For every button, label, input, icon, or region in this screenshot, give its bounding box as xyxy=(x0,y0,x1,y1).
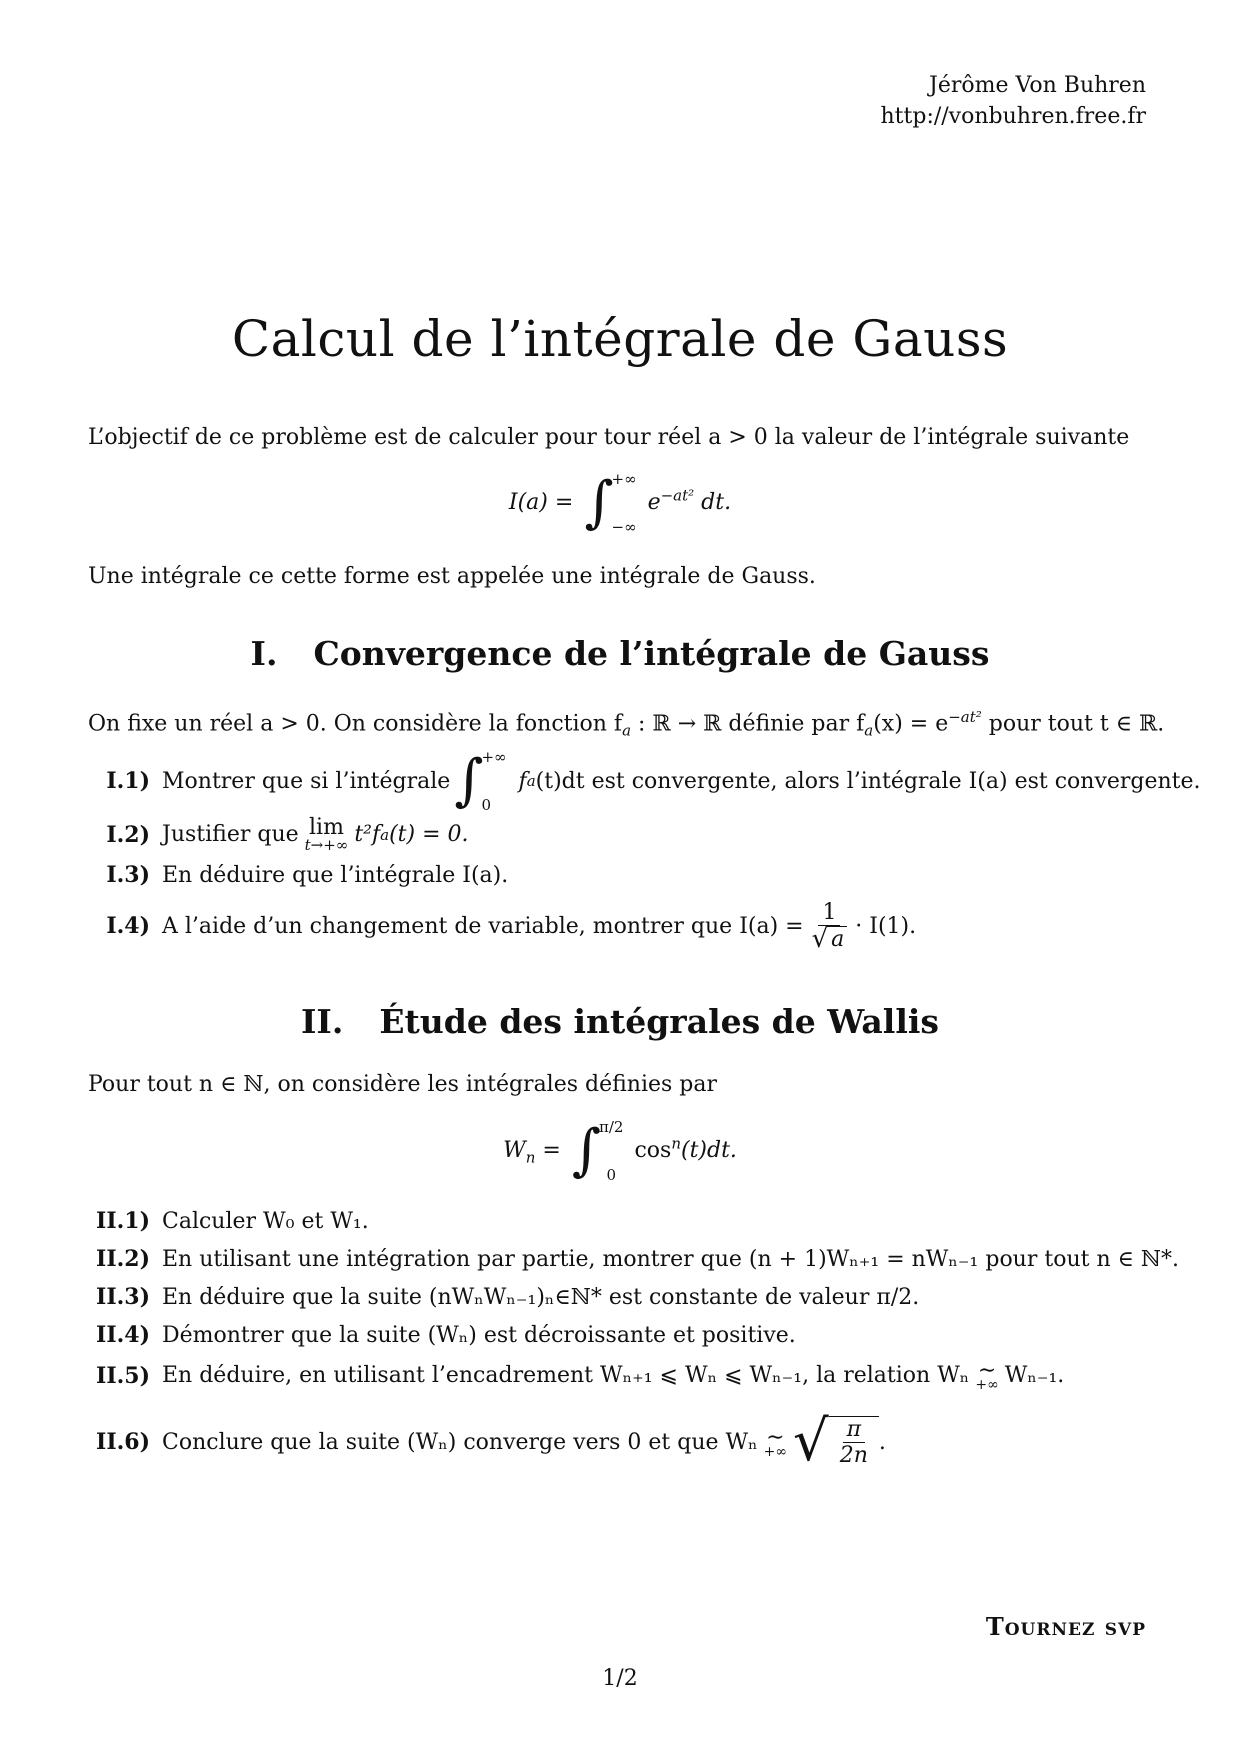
section-1-heading xyxy=(0,634,1240,673)
fraction-denominator: a xyxy=(828,926,847,952)
q-text: En utilisant une intégration par partie, montrer que (n + 1)Wₙ₊₁ = nWₙ₋₁ pour tout n ∈ ℕ*. xyxy=(162,1246,1179,1272)
question-label: II.4) xyxy=(96,1322,150,1348)
question-label: I.1) xyxy=(106,768,150,794)
lim-word: lim xyxy=(309,815,344,840)
gauss-integral-formula xyxy=(0,470,1240,536)
lim-below: t→+∞ xyxy=(304,836,349,854)
formula-lhs: W xyxy=(503,1138,526,1163)
q-text: Démontrer que la suite (Wₙ) est décroissante et positive. xyxy=(162,1322,796,1348)
formula-eq: = xyxy=(542,1138,561,1163)
fraction: 1 √ a xyxy=(808,900,852,952)
s1-intro-part-b: : ℝ → ℝ définie par f xyxy=(631,711,865,737)
integral-upper: +∞ xyxy=(611,470,637,488)
page-number: 1/2 xyxy=(602,1666,638,1691)
s1-intro-part-c: (x) = e xyxy=(873,711,949,737)
s1-intro-sub-2: a xyxy=(864,721,874,740)
s1-intro-sub: a xyxy=(622,721,632,740)
page-title: Calcul de l’intégrale de Gauss xyxy=(231,310,1009,368)
question-label: II.2) xyxy=(96,1246,150,1272)
q-text-end: (t)dt est convergente, alors l’intégrale I(a) est convergente. xyxy=(535,768,1201,794)
fraction xyxy=(836,1417,872,1468)
question-label: II.1) xyxy=(96,1208,150,1234)
q-text: Conclure que la suite (Wₙ) converge vers 0 et que Wₙ xyxy=(162,1429,758,1455)
limit-operator xyxy=(305,815,349,854)
q-expr: t²f xyxy=(354,822,381,847)
section-1-title: Convergence de l’intégrale de Gauss xyxy=(313,634,990,673)
q-text: En déduire, en utilisant l’encadrement Wₙ₊₁ ⩽ Wₙ ⩽ Wₙ₋₁, la relation Wₙ xyxy=(162,1363,970,1388)
formula-lhs: I(a) = xyxy=(508,490,574,515)
author-url: http://vonbuhren.free.fr xyxy=(880,104,1146,129)
turn-over-note: Tournez svp xyxy=(985,1612,1146,1641)
formula-tail: dt. xyxy=(701,490,732,515)
sim-below: +∞ xyxy=(763,1443,788,1460)
integral-upper: π/2 xyxy=(598,1118,624,1136)
question-label: II.3) xyxy=(96,1284,150,1310)
formula-tail: (t)dt. xyxy=(680,1138,737,1163)
q-text: Calculer W₀ et W₁. xyxy=(162,1208,369,1234)
formula-exponent: n xyxy=(671,1134,681,1153)
q-text: En déduire que la suite (nWₙWₙ₋₁)ₙ∈ℕ* est constante de valeur π/2. xyxy=(162,1284,920,1310)
fraction-numerator: π xyxy=(843,1417,865,1443)
question-I-3 xyxy=(88,862,508,888)
integral-upper: +∞ xyxy=(481,748,507,766)
intro-conclusion: Une intégrale ce cette forme est appelée une intégrale de Gauss. xyxy=(88,564,816,589)
fraction-denominator: 2n xyxy=(839,1443,868,1468)
intro-text: L’objectif de ce problème est de calculer pour tour réel a > 0 la valeur de l’intégrale suivante xyxy=(88,425,1130,450)
integral-sign: ∫ π/2 0 xyxy=(571,1118,624,1184)
section-2-number: II. xyxy=(301,1002,344,1041)
formula-exponent: −at² xyxy=(660,486,695,505)
square-root: √ $\frac{\pi}{2n}$ xyxy=(793,1414,879,1470)
s1-intro-part-a: On fixe un réel a > 0. On considère la fonction f xyxy=(88,711,623,737)
formula-integrand: e xyxy=(647,490,661,515)
question-II-2 xyxy=(72,1246,1179,1272)
s1-intro-exp: −at² xyxy=(948,708,982,726)
q-text: En déduire que l’intégrale I(a). xyxy=(162,862,509,888)
question-II-1 xyxy=(72,1208,369,1234)
section-2-title: Étude des intégrales de Wallis xyxy=(379,1002,939,1041)
question-I-1 xyxy=(88,748,1201,814)
section-1-number: I. xyxy=(250,634,278,673)
question-II-5 xyxy=(72,1358,1064,1393)
question-label: II.6) xyxy=(96,1429,150,1455)
q-text: Montrer que si l’intégrale xyxy=(162,768,451,794)
equivalence-operator xyxy=(764,1425,787,1460)
section-1-intro xyxy=(88,708,1164,740)
sim-below: +∞ xyxy=(975,1377,999,1393)
sim-symbol: ∼ xyxy=(766,1424,785,1450)
fraction-numerator: 1 xyxy=(818,900,840,926)
integral-sign: ∫ +∞ 0 xyxy=(454,748,507,814)
q-text: A l’aide d’un changement de variable, montrer que I(a) = xyxy=(162,913,804,939)
question-label: I.4) xyxy=(106,913,150,939)
question-I-4 xyxy=(88,900,916,952)
integral-lower: 0 xyxy=(481,796,492,814)
q-text-end: Wₙ₋₁. xyxy=(1004,1363,1065,1388)
section-2-intro: Pour tout n ∈ ℕ, on considère les intégrales définies par xyxy=(88,1072,718,1097)
q-fn-sub: a xyxy=(526,772,536,790)
question-label: II.5) xyxy=(96,1362,150,1389)
integral-sign: ∫ +∞ −∞ xyxy=(584,470,637,536)
question-label: I.3) xyxy=(106,862,150,888)
s1-intro-part-d: pour tout t ∈ ℝ. xyxy=(981,711,1165,737)
author-name: Jérôme Von Buhren xyxy=(929,73,1146,98)
integral-lower: 0 xyxy=(606,1166,616,1184)
author-block xyxy=(881,70,1146,132)
equivalence-operator xyxy=(975,1358,998,1393)
q-text-end: · I(1). xyxy=(855,913,917,939)
q-text-end: . xyxy=(878,1429,886,1455)
question-II-4 xyxy=(72,1322,796,1348)
question-II-6 xyxy=(72,1409,886,1474)
wallis-integral-formula xyxy=(0,1118,1240,1184)
formula-integrand: cos xyxy=(634,1138,672,1163)
q-text: Justifier que xyxy=(162,822,299,847)
question-label: I.2) xyxy=(106,821,150,848)
question-II-3 xyxy=(72,1284,919,1310)
q-expr-end: (t) = 0. xyxy=(389,822,469,847)
question-I-2 xyxy=(88,815,469,854)
formula-lhs-sub: n xyxy=(525,1148,536,1167)
q-expr-sub: a xyxy=(380,825,390,844)
q-fn: f xyxy=(518,768,527,794)
section-2-heading xyxy=(0,1002,1240,1041)
integral-lower: −∞ xyxy=(611,518,637,536)
sim-symbol: ∼ xyxy=(977,1358,997,1383)
